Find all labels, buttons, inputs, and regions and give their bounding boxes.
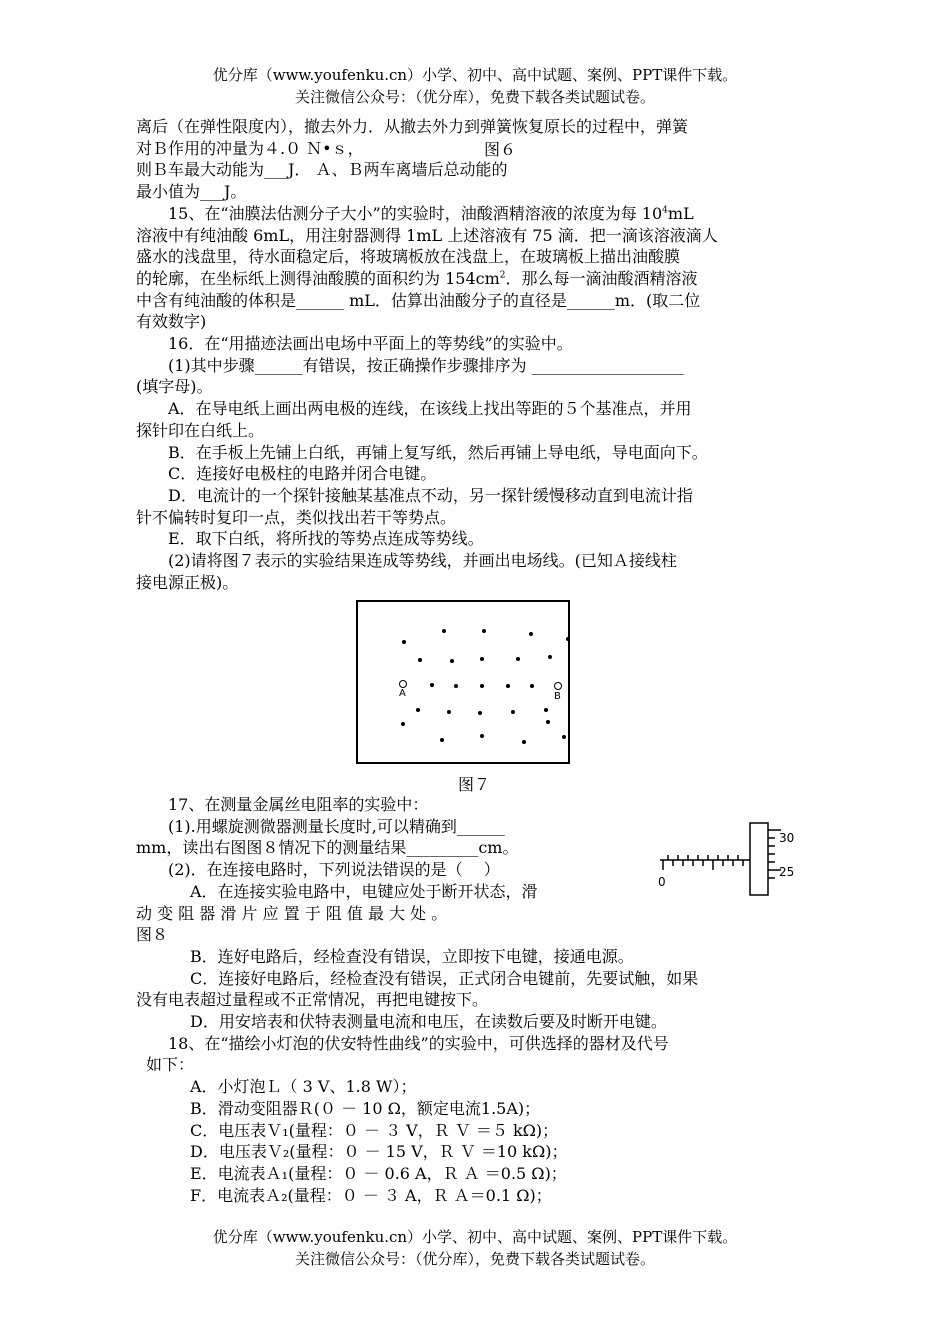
q16-part1-line-2: (填字母)。 xyxy=(136,377,213,397)
q18-option-f: F．电流表Ａ₂(量程：０ － ３ A，Ｒ Ａ＝0.1 Ω)； xyxy=(190,1185,552,1205)
question-body xyxy=(136,116,816,593)
q16-title: 16．在“用描迹法画出电场中平面上的等势线”的实验中。 xyxy=(168,334,573,354)
electrode-a-marker xyxy=(399,680,407,688)
field-dot xyxy=(418,658,422,662)
q17-option-a-line-1: A．在连接实验电路中，电键应处于断开状态，滑 xyxy=(190,881,538,901)
q16-option-d-line-2: 针不偏转时复印一点，类似找出若干等势点。 xyxy=(136,507,457,527)
thimble-label-25: 25 xyxy=(779,865,795,879)
q16-part2-line-1: (2)请将图７表示的实验结果连成等势线，并画出电场线。(已知Ａ接线柱 xyxy=(168,551,677,571)
q14-line-1: 离后（在弹性限度内），撤去外力．从撤去外力到弹簧恢复原长的过程中，弹簧 xyxy=(136,117,689,136)
sleeve-label-0: 0 xyxy=(658,875,666,889)
q15-line-6: 有效数字) xyxy=(136,312,207,332)
q17-option-c-line-1: C．连接好电路后，经检查没有错误，正式闭合电键前，先要试触，如果 xyxy=(190,968,699,988)
q18-intro: 如下： xyxy=(146,1055,195,1075)
q18-option-d: D．电压表Ｖ₂(量程：０ － 15 V，Ｒ Ｖ ＝10 kΩ)； xyxy=(190,1142,568,1162)
q16-option-c: C．连接好电极柱的电路并闭合电键。 xyxy=(168,464,437,484)
footer-line-1: 优分库（www.youfenku.cn）小学、初中、高中试题、案例、PPT课件下载。 xyxy=(212,1228,738,1246)
field-dot xyxy=(566,637,570,641)
q14-line-3: 则Ｂ车最大动能为___J． Ａ、Ｂ两车离墙后总动能的 xyxy=(136,160,508,180)
thimble-label-30: 30 xyxy=(779,831,795,845)
header-line-1: 优分库（www.youfenku.cn）小学、初中、高中试题、案例、PPT课件下载。 xyxy=(212,66,738,84)
electrode-a-label: A xyxy=(399,688,406,699)
field-dot xyxy=(506,684,510,688)
field-dot xyxy=(480,657,484,661)
q16-option-d-line-1: D．电流计的一个探针接触某基准点不动，另一探针缓慢移动直到电流计指 xyxy=(168,485,693,505)
field-dot xyxy=(548,655,552,659)
q17-option-d: D．用安培表和伏特表测量电流和电压，在读数后要及时断开电键。 xyxy=(190,1012,667,1032)
q15-line-3: 盛水的浅盘里，待水面稳定后，将玻璃板放在浅盘上，在玻璃板上描出油酸膜 xyxy=(136,247,681,267)
field-dot xyxy=(546,720,550,724)
q17-part1-line-2: mm，读出右图图８情况下的测量结果_________cm。 xyxy=(136,838,519,858)
header-line-2: 关注微信公众号：（优分库），免费下载各类试题试卷。 xyxy=(294,88,655,106)
q17-part2-title: (2)．在连接电路时，下列说法错误的是（ ） xyxy=(168,860,500,880)
field-dot xyxy=(511,710,515,714)
q17-option-a-line-2: 动 变 阻 器 滑 片 应 置 于 阻 值 最 大 处 。 xyxy=(136,903,448,923)
field-dot xyxy=(529,632,533,636)
field-dot xyxy=(562,735,566,739)
thimble xyxy=(750,823,768,895)
q18-title: 18、在“描绘小灯泡的伏安特性曲线”的实验中，可供选择的器材及代号 xyxy=(168,1033,669,1053)
figure-7-diagram xyxy=(356,600,570,764)
field-dot xyxy=(450,659,454,663)
electrode-b-marker xyxy=(554,682,562,690)
q15-line-4: 的轮廓，在坐标纸上测得油酸膜的面积约为 $154cm^2$．那么每一滴油酸酒精溶液 xyxy=(136,268,698,288)
field-dot xyxy=(522,740,526,744)
q16-option-a-line-1: A．在导电纸上画出两电极的连线，在该线上找出等距的５个基准点，并用 xyxy=(168,399,692,419)
q14-line-4: 最小值为___J。 xyxy=(136,182,247,202)
field-dot xyxy=(480,734,484,738)
field-dot xyxy=(480,684,484,688)
field-dot xyxy=(447,710,451,714)
q18-option-c: C．电压表Ｖ₁(量程：０ － ３ V，Ｒ Ｖ ＝５ kΩ)； xyxy=(190,1120,559,1140)
field-dot xyxy=(402,640,406,644)
field-dot xyxy=(544,708,548,712)
figure-6-label: 图６ xyxy=(484,140,517,159)
field-dot xyxy=(401,722,405,726)
q15-line-1: 15、在“油膜法估测分子大小”的实验时，油酸酒精溶液的浓度为每 $10^4mL$ xyxy=(168,203,694,223)
field-dot xyxy=(516,657,520,661)
q18-option-b: B．滑动变阻器Ｒ(０ － 10 Ω，额定电流1.5A)； xyxy=(190,1098,541,1118)
q16-option-b: B．在手板上先铺上白纸，再铺上复写纸，然后再铺上导电纸，导电面向下。 xyxy=(168,442,708,462)
field-dot xyxy=(454,684,458,688)
field-dot xyxy=(482,629,486,633)
figure-8-micrometer xyxy=(655,818,795,900)
q15-line-5: 中含有纯油酸的体积是______ mL．估算出油酸分子的直径是______m．(取二位 xyxy=(136,290,701,310)
field-dot xyxy=(440,738,444,742)
page-header xyxy=(0,64,950,108)
page-footer xyxy=(0,1226,950,1270)
q14-line-2: 对Ｂ作用的冲量为４.０ Ｎ•ｓ， xyxy=(136,138,364,158)
q16-part2-line-2: 接电源正极)。 xyxy=(136,572,239,592)
q17-part1-line-1: (1).用螺旋测微器测量长度时,可以精确到______ xyxy=(168,816,505,836)
q18-option-e: E．电流表Ａ₁(量程：０ － 0.6 A，Ｒ Ａ ＝0.5 Ω)； xyxy=(190,1163,567,1183)
q16-option-e: E．取下白纸，将所找的等势点连成等势线。 xyxy=(168,529,484,549)
figure-7-caption: 图７ xyxy=(458,775,491,794)
field-dot xyxy=(430,683,434,687)
q17-option-c-line-2: 没有电表超过量程或不正常情况，再把电键按下。 xyxy=(136,990,489,1010)
figure-8-caption: 图８ xyxy=(136,925,169,945)
q15-line-2: 溶液中有纯油酸 6mL，用注射器测得 1mL 上述溶液有 75 滴．把一滴该溶液滴人 xyxy=(136,225,718,245)
field-dot xyxy=(416,708,420,712)
field-dot xyxy=(530,684,534,688)
q16-part1-line-1: (1)其中步骤______有错误，按正确操作步骤排序为 ___________________ xyxy=(168,355,684,375)
footer-line-2: 关注微信公众号：（优分库），免费下载各类试题试卷。 xyxy=(294,1250,655,1268)
q16-option-a-line-2: 探针印在白纸上。 xyxy=(136,420,265,440)
field-dot xyxy=(442,629,446,633)
electrode-b-label: B xyxy=(554,691,561,702)
field-dot xyxy=(478,711,482,715)
q17-title: 17、在测量金属丝电阻率的实验中： xyxy=(168,795,429,814)
q18-option-a: A．小灯泡Ｌ（ 3 V、1.8 W）； xyxy=(190,1077,417,1097)
q17-option-b: B．连好电路后，经检查没有错误，立即按下电键，接通电源。 xyxy=(190,946,634,966)
